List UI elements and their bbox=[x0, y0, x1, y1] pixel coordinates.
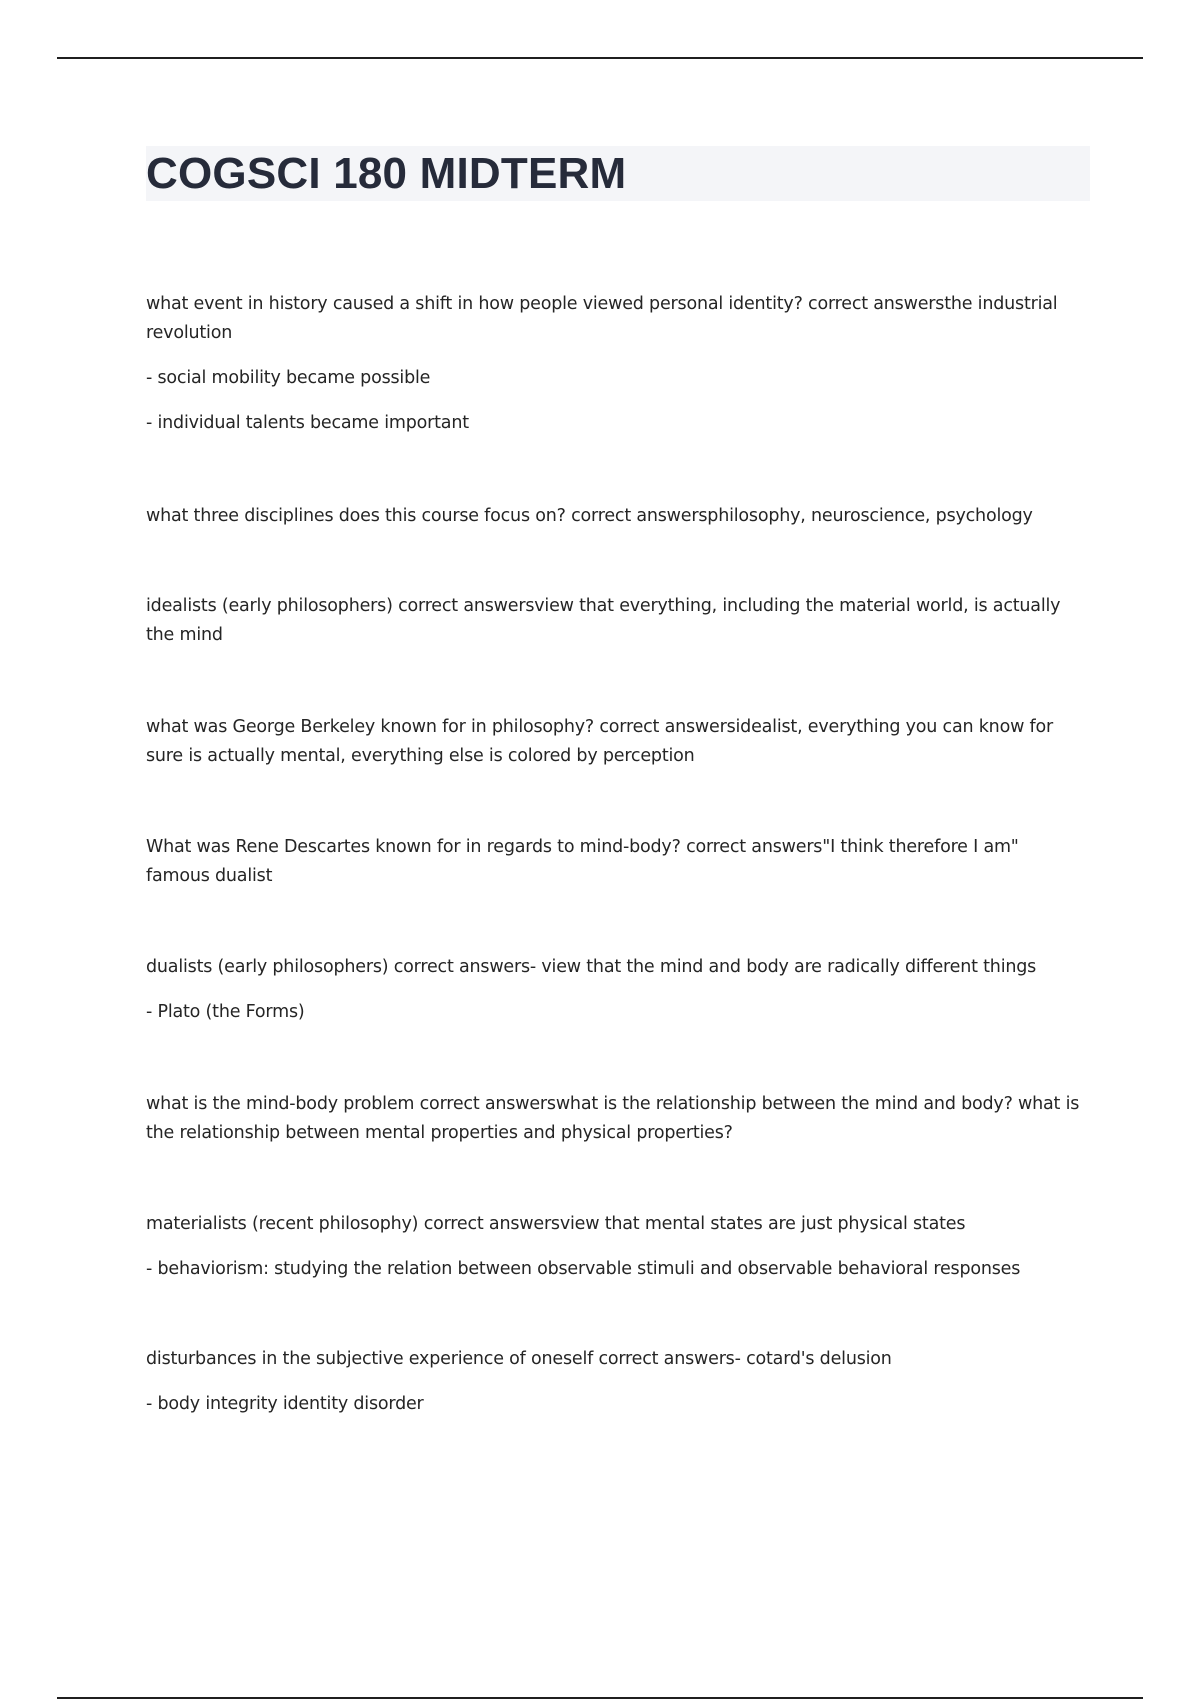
qa-line bbox=[146, 1090, 1086, 1148]
qa-card bbox=[146, 1345, 1086, 1419]
answer-text: - view that the mind and body are radically different things bbox=[529, 957, 1037, 977]
qa-card bbox=[146, 833, 1086, 891]
qa-card bbox=[146, 1090, 1086, 1148]
question-text: disturbances in the subjective experience of oneself bbox=[146, 1349, 594, 1369]
question-text: what event in history caused a shift in how people viewed personal identity? bbox=[146, 294, 803, 314]
qa-line bbox=[146, 1345, 1086, 1374]
qa-card bbox=[146, 713, 1086, 771]
separator-text: correct answers bbox=[598, 1349, 735, 1369]
separator-text: correct answers bbox=[599, 717, 736, 737]
qa-line bbox=[146, 592, 1086, 650]
separator-text: correct answers bbox=[419, 1094, 556, 1114]
separator-text: correct answers bbox=[686, 837, 823, 857]
question-text: what was George Berkeley known for in philosophy? bbox=[146, 717, 594, 737]
separator-text: correct answers bbox=[423, 1214, 560, 1234]
question-text: what is the mind-body problem bbox=[146, 1094, 415, 1114]
question-text: dualists (early philosophers) bbox=[146, 957, 389, 977]
qa-line bbox=[146, 953, 1086, 982]
qa-line bbox=[146, 1210, 1086, 1239]
extra-line: - Plato (the Forms) bbox=[146, 1002, 305, 1022]
extra-line: - body integrity identity disorder bbox=[146, 1394, 424, 1414]
separator-text: correct answers bbox=[398, 596, 535, 616]
answer-text: "I think therefore I am" famous dualist bbox=[146, 837, 1019, 886]
answer-text: view that mental states are just physical states bbox=[559, 1214, 966, 1234]
qa-card bbox=[146, 592, 1086, 650]
separator-text: correct answers bbox=[571, 506, 708, 526]
bottom-rule bbox=[57, 1697, 1143, 1699]
top-rule bbox=[57, 57, 1143, 59]
separator-text: correct answers bbox=[393, 957, 530, 977]
question-text: What was Rene Descartes known for in regards to mind-body? bbox=[146, 837, 681, 857]
qa-line bbox=[146, 713, 1086, 771]
question-text: idealists (early philosophers) bbox=[146, 596, 393, 616]
qa-card bbox=[146, 1210, 1086, 1284]
separator-text: correct answers bbox=[808, 294, 945, 314]
extra-line: - social mobility became possible bbox=[146, 368, 431, 388]
extra-line: - behaviorism: studying the relation between observable stimuli and observable behavioral responses bbox=[146, 1259, 1021, 1279]
extra-line: - individual talents became important bbox=[146, 413, 469, 433]
question-text: materialists (recent philosophy) bbox=[146, 1214, 419, 1234]
qa-line bbox=[146, 502, 1086, 531]
qa-card bbox=[146, 502, 1086, 531]
qa-line bbox=[146, 833, 1086, 891]
answer-text: what is the relationship between the mind and body? what is the relationship between mental properties and physical properties? bbox=[146, 1094, 1080, 1143]
answer-text: the industrial revolution bbox=[146, 294, 1058, 343]
answer-text: - cotard's delusion bbox=[734, 1349, 892, 1369]
qa-line bbox=[146, 290, 1086, 348]
qa-card bbox=[146, 290, 1086, 438]
page-title: COGSCI 180 MIDTERM bbox=[146, 149, 627, 198]
answer-text: view that everything, including the material world, is actually the mind bbox=[146, 596, 1061, 645]
answer-text: idealist, everything you can know for sure is actually mental, everything else is colored by perception bbox=[146, 717, 1054, 766]
qa-card bbox=[146, 953, 1086, 1027]
question-text: what three disciplines does this course focus on? bbox=[146, 506, 566, 526]
answer-text: philosophy, neuroscience, psychology bbox=[707, 506, 1033, 526]
